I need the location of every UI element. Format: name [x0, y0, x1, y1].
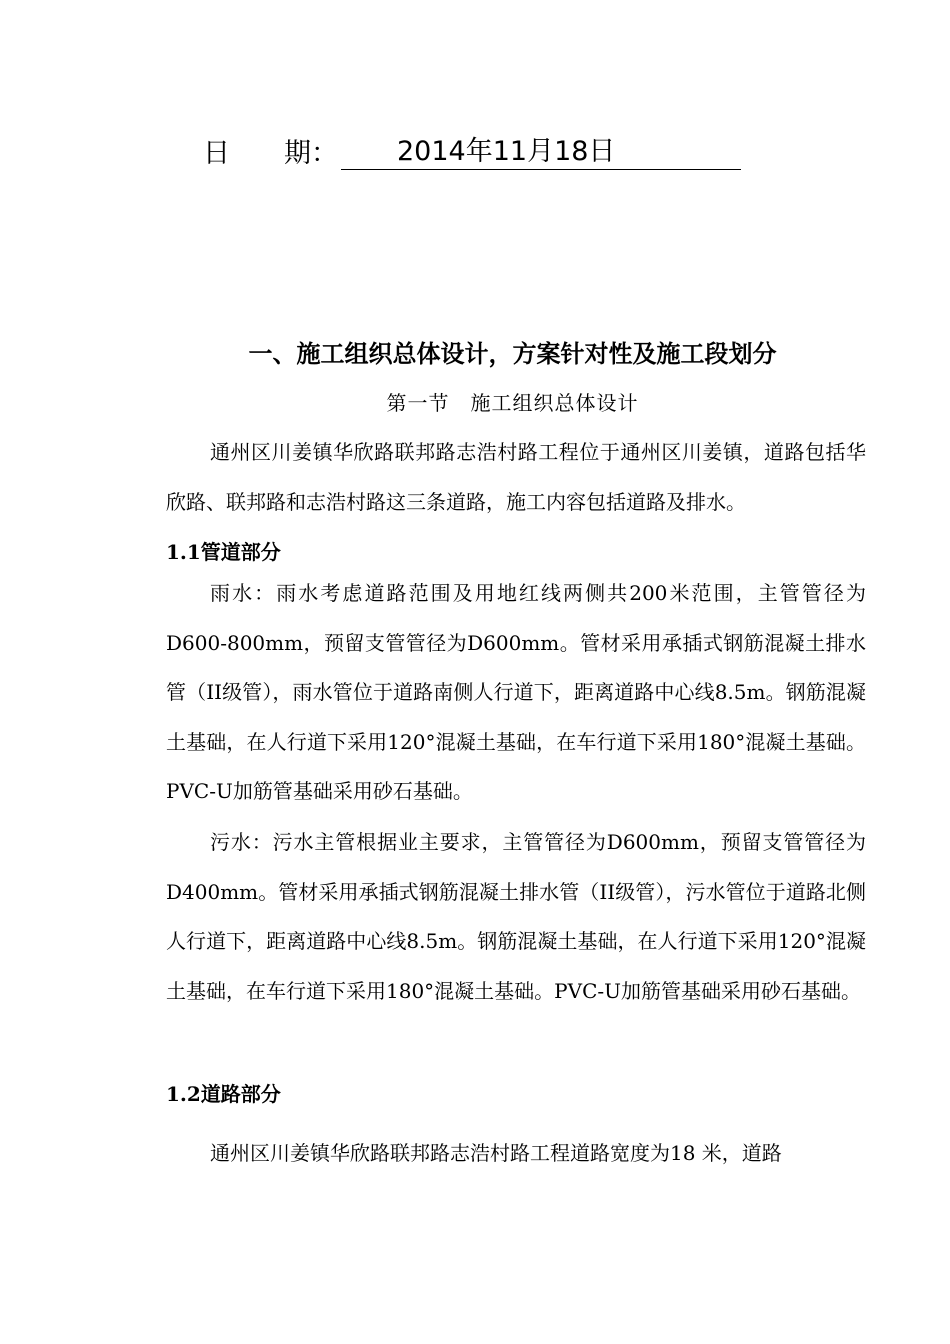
- date-line: [203, 134, 741, 170]
- intro-paragraph: 通州区川姜镇华欣路联邦路志浩村路工程位于通州区川姜镇，道路包括华欣路、联邦路和志浩村路这三条道路，施工内容包括道路及排水。: [166, 440, 866, 514]
- road-section-heading: 1.2道路部分: [166, 1082, 281, 1106]
- road-paragraph: 通州区川姜镇华欣路联邦路志浩村路工程道路宽度为18 米，道路: [210, 1141, 782, 1165]
- section-title: 第一节 施工组织总体设计: [386, 391, 639, 415]
- sewage-paragraph: 污水：污水主管根据业主要求，主管管径为D600mm，预留支管管径为D400mm。管材采用承插式钢筋混凝土排水管（II级管），污水管位于道路北侧人行道下，距离道路中心线8.5m。钢筋混凝土基础，在人行道下采用120°混凝土基础，在车行道下采用180°混凝土基础。PVC-U加筋管基础采用砂石基础。: [166, 830, 866, 1003]
- pipe-section-heading: 1.1管道部分: [166, 540, 281, 564]
- date-value: 2014年11月18日: [341, 135, 741, 170]
- date-label: 日 期：: [203, 138, 338, 169]
- chapter-heading: 一、施工组织总体设计，方案针对性及施工段划分: [248, 340, 777, 368]
- rainwater-paragraph: 雨水：雨水考虑道路范围及用地红线两侧共200米范围，主管管径为D600-800mm，预留支管管径为D600mm。管材采用承插式钢筋混凝土排水管（II级管），雨水管位于道路南侧人行道下，距离道路中心线8.5m。钢筋混凝土基础，在人行道下采用120°混凝土基础，在车行道下采用180°混凝土基础。PVC-U加筋管基础采用砂石基础。: [166, 581, 866, 803]
